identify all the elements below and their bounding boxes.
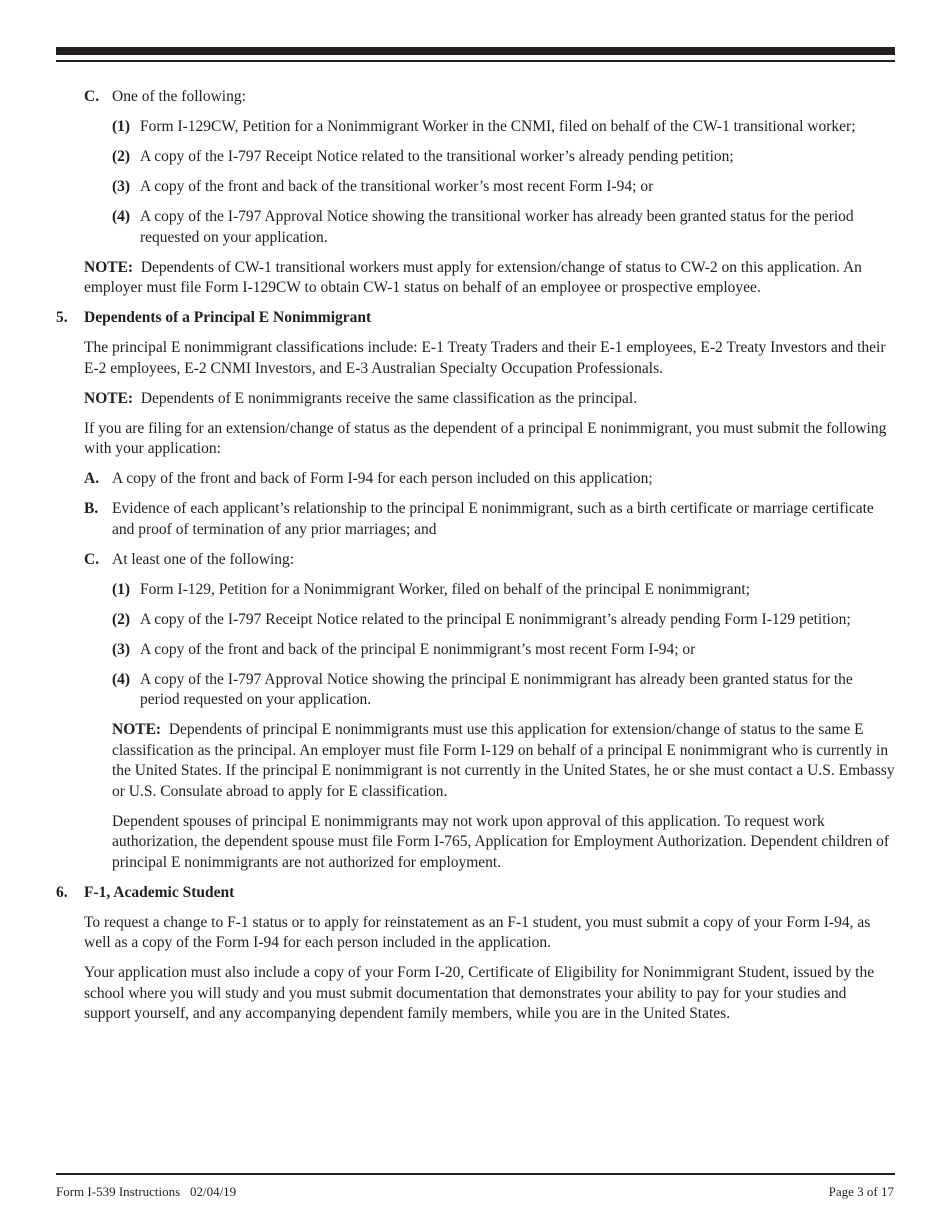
section-5-note <box>56 389 896 410</box>
header-thick-rule <box>56 47 895 55</box>
list-item-c-3 <box>56 177 896 198</box>
note-label: NOTE: <box>84 389 134 407</box>
note-cw1 <box>56 258 896 299</box>
section-5-heading <box>56 308 896 329</box>
list-item-c-2 <box>56 147 896 168</box>
footer-rule <box>56 1173 895 1175</box>
note-text: Dependents of E nonimmigrants receive the same classification as the principal. <box>140 389 638 407</box>
item-label: (2) <box>112 148 131 165</box>
item-label: (3) <box>112 640 131 658</box>
list-item-c-4 <box>56 207 896 248</box>
note-label: NOTE: <box>112 721 162 738</box>
item-text: A copy of the front and back of the transitional worker’s most recent Form I-94; or <box>140 178 654 195</box>
list-item-c-3 <box>56 640 896 661</box>
list-item-a <box>56 469 896 490</box>
item-label: B. <box>84 500 99 517</box>
list-item-c-2 <box>56 610 896 631</box>
section-5-note-2 <box>56 720 896 802</box>
section-title: F-1, Academic Student <box>84 883 235 901</box>
footer-page-number: Page 3 of 17 <box>828 1184 894 1199</box>
note-text: Dependents of CW-1 transitional workers must apply for extension/change of status to CW-2 on this application. An employer must file Form I-129CW to obtain CW-1 status on behalf of an employee or prospective employee. <box>84 258 862 296</box>
item-label: C. <box>84 550 100 568</box>
item-label: (1) <box>112 580 131 598</box>
note-label: NOTE: <box>84 258 134 276</box>
item-text: A copy of the I-797 Receipt Notice related to the transitional worker’s already pending petition; <box>140 148 734 165</box>
item-label: (4) <box>112 670 131 688</box>
item-label: A. <box>84 470 100 487</box>
list-item-b <box>56 499 896 540</box>
list-item-c <box>56 550 896 571</box>
section-title: Dependents of a Principal E Nonimmigrant <box>84 309 372 326</box>
item-text: At least one of the following: <box>112 550 295 568</box>
item-text: A copy of the front and back of the principal E nonimmigrant’s most recent Form I-94; or <box>140 640 696 658</box>
header-thin-rule <box>56 60 895 62</box>
section-6-heading <box>56 883 896 904</box>
item-label: (4) <box>112 208 131 225</box>
item-label: (2) <box>112 610 131 628</box>
item-label: (1) <box>112 118 131 135</box>
item-text: One of the following: <box>112 88 246 105</box>
list-item-c-1 <box>56 117 896 138</box>
list-item-c-1 <box>56 580 896 601</box>
section-number: 5. <box>56 309 68 326</box>
section-5-intro: The principal E nonimmigrant classifications include: E-1 Treaty Traders and their E-1 employees, E-2 Treaty Investors and their E-2 employees, E-2 CNMI Investors, and E-3 Australian Specialty Occupation Professionals. <box>84 339 886 377</box>
item-text: Form I-129, Petition for a Nonimmigrant Worker, filed on behalf of the principal E nonimmigrant; <box>140 580 750 598</box>
item-text: Evidence of each applicant’s relationship to the principal E nonimmigrant, such as a birth certificate or marriage certificate and proof of termination of any prior marriages; and <box>112 500 874 538</box>
section-5-spouses-text: Dependent spouses of principal E nonimmigrants may not work upon approval of this application. To request work authorization, the dependent spouse must file Form I-765, Application for Employment Authorization. Dependent children of principal E nonimmigrants are not authorized for employment. <box>112 812 889 871</box>
list-item-c <box>56 87 896 108</box>
page-content <box>56 87 896 1034</box>
footer-form-id: Form I-539 Instructions 02/04/19 <box>56 1184 237 1199</box>
item-text: A copy of the I-797 Receipt Notice related to the principal E nonimmigrant’s already pending Form I-129 petition; <box>140 610 851 628</box>
list-item-c-4 <box>56 670 896 711</box>
item-text: Form I-129CW, Petition for a Nonimmigrant Worker in the CNMI, filed on behalf of the CW-1 transitional worker; <box>140 118 856 135</box>
note-text: Dependents of principal E nonimmigrants must use this application for extension/change of status to the same E classification as the principal. An employer must file Form I-129 on behalf of a principal E nonimmigrant who is currently in the United States. If the principal E nonimmigrant is not currently in the United States, he or she must contact a U.S. Embassy or U.S. Consulate abroad to apply for E classification. <box>112 721 895 800</box>
section-6-para-2: Your application must also include a copy of your Form I-20, Certificate of Eligibility for Nonimmigrant Student, issued by the school where you will study and you must submit documentation that demonstrates your ability to pay for your studies and support yourself, and any accompanying dependent family members, while you are in the United States. <box>84 964 875 1022</box>
item-label: (3) <box>112 178 131 195</box>
section-5-filing-text: If you are filing for an extension/change of status as the dependent of a principal E nonimmigrant, you must submit the following with your application: <box>84 419 887 457</box>
item-text: A copy of the I-797 Approval Notice showing the transitional worker has already been granted status for the period requested on your application. <box>140 208 854 246</box>
item-text: A copy of the front and back of Form I-94 for each person included on this application; <box>112 470 653 487</box>
item-label: C. <box>84 88 100 105</box>
section-number: 6. <box>56 883 68 901</box>
item-text: A copy of the I-797 Approval Notice showing the principal E nonimmigrant has already been granted status for the period requested on your application. <box>140 670 853 708</box>
section-6-para-1: To request a change to F-1 status or to apply for reinstatement as an F-1 student, you must submit a copy of your Form I-94, as well as a copy of the Form I-94 for each person included in the application. <box>84 913 871 951</box>
